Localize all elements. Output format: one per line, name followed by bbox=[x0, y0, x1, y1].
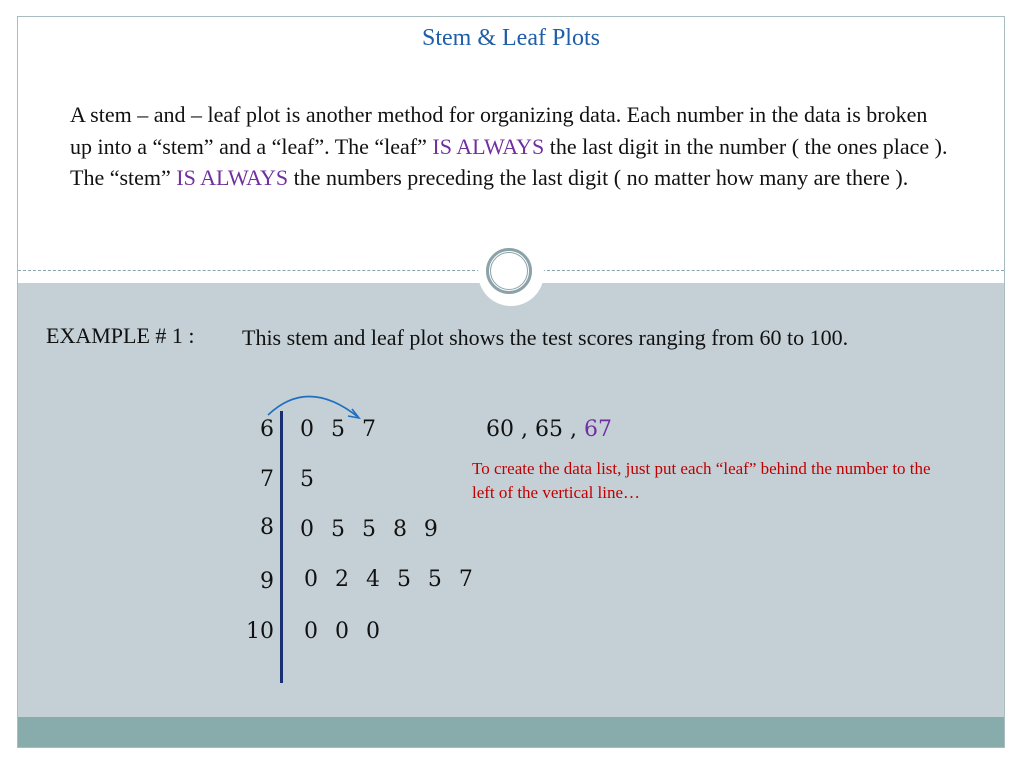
stem-9: 9 bbox=[260, 569, 274, 594]
intro-text-1: A stem – and – leaf plot is another method for organizing data. Each number in the data is broken up into a “stem” and a “leaf”. The “leaf” bbox=[70, 102, 928, 159]
intro-highlight-1: IS ALWAYS bbox=[432, 133, 545, 159]
instruction-note: To create the data list, just put each “leaf” behind the number to the left of the vertical line… bbox=[472, 459, 931, 502]
intro-highlight-2: IS ALWAYS bbox=[176, 165, 289, 190]
intro-text-2: the last digit in the number ( the ones place ). The “stem” bbox=[70, 133, 948, 190]
slide bbox=[17, 16, 1005, 748]
example-description: This stem and leaf plot shows the test scores ranging from 60 to 100. bbox=[242, 325, 849, 350]
leaves-9: 0 2 4 5 5 7 bbox=[304, 567, 474, 592]
intro-text-3: the numbers preceding the last digit ( no matter how many are there ). bbox=[288, 165, 909, 190]
data-list-values: 60 , 65 , bbox=[486, 417, 584, 442]
stem-8: 8 bbox=[260, 515, 274, 540]
stem-6: 6 bbox=[260, 417, 274, 442]
leaves-7: 5 bbox=[300, 467, 315, 492]
data-list bbox=[486, 417, 612, 442]
curved-arrow-icon bbox=[258, 387, 368, 437]
stem-10: 10 bbox=[246, 619, 274, 644]
slide-title: Stem & Leaf Plots bbox=[422, 25, 600, 51]
vertical-line bbox=[280, 411, 283, 683]
leaves-10: 0 0 0 bbox=[304, 619, 381, 644]
stem-7: 7 bbox=[260, 467, 274, 492]
leaves-6: 0 5 7 bbox=[300, 417, 377, 442]
example-label: EXAMPLE # 1 : bbox=[46, 323, 195, 348]
stem-leaf-plot bbox=[18, 17, 1005, 748]
data-list-highlight: 67 bbox=[583, 417, 612, 442]
leaves-8: 0 5 5 8 9 bbox=[300, 517, 439, 542]
